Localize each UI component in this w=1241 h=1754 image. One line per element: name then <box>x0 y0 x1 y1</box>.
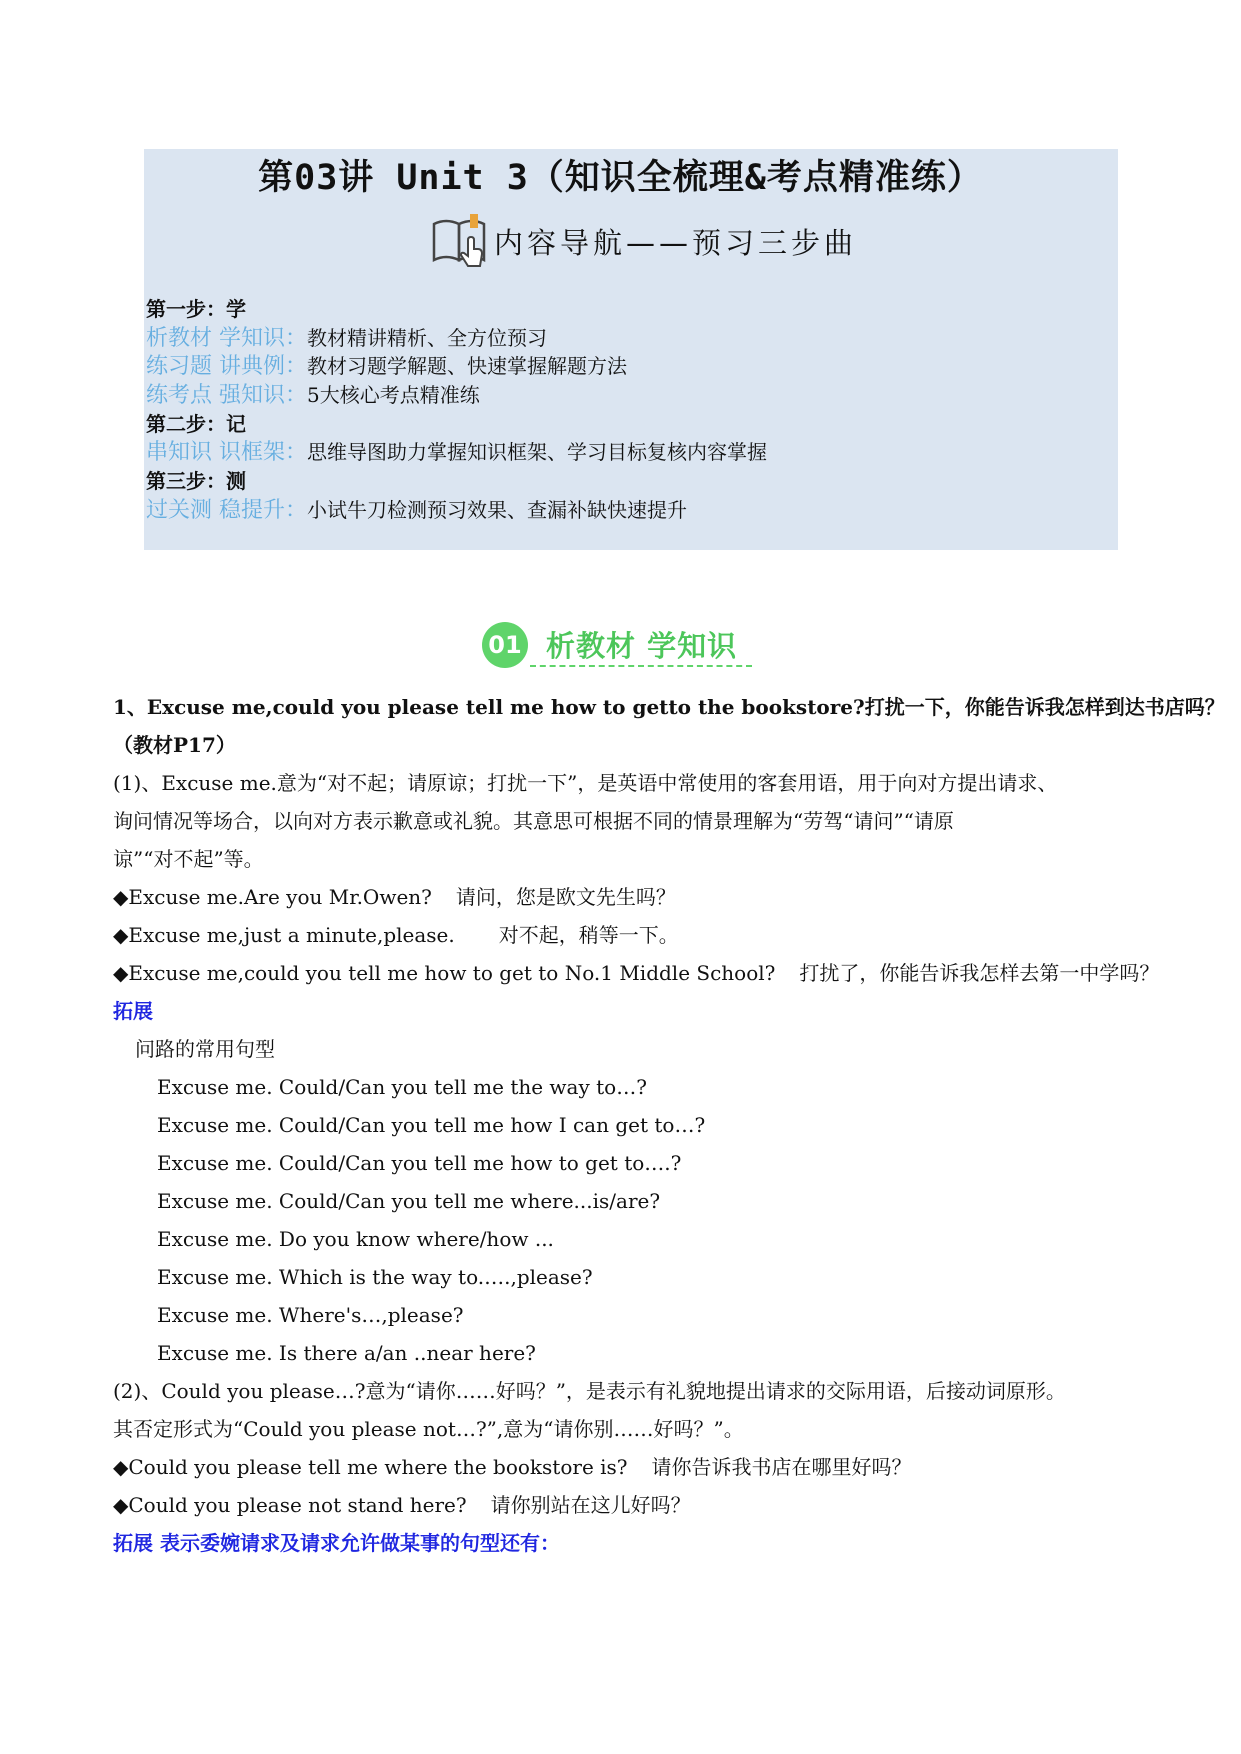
section-badge <box>478 618 758 674</box>
step-key: 练习题 讲典例： <box>146 354 307 380</box>
nav-title: 内容导航——预习三步曲 <box>494 225 858 260</box>
paragraph-line: (2)、Could you please…?意为“请你……好吗？”，是表示有礼貌地提出请求的交际用语，后接动词原形。 <box>113 1379 1066 1403</box>
step-item <box>146 352 1106 381</box>
point-heading: 1、Excuse me,could you please tell me how to getto the bookstore?打扰一下，你能告诉我怎样到达书店吗？ <box>113 695 1225 719</box>
example-zh: 请你告诉我书店在哪里好吗？ <box>651 1455 912 1479</box>
example-en: ◆Could you please not stand here? <box>113 1493 467 1517</box>
step-key: 串知识 识框架： <box>146 440 307 466</box>
extend-subtitle: 问路的常用句型 <box>135 1037 275 1061</box>
step-text: 5大核心考点精准练 <box>307 383 480 408</box>
step-text: 思维导图助力掌握知识框架、学习目标复核内容掌握 <box>307 440 767 465</box>
extend-label: 拓展 <box>113 999 153 1023</box>
example-en: ◆Excuse me,could you tell me how to get to No.1 Middle School? <box>113 961 776 985</box>
example-line <box>113 1448 1133 1486</box>
paragraph-line: 询问情况等场合，以向对方表示歉意或礼貌。其意思可根据不同的情景理解为“劳驾“请问”“请原 <box>113 809 954 833</box>
pattern-line: Excuse me. Could/Can you tell me where...is/are? <box>157 1189 661 1213</box>
pattern-line: Excuse me. Could/Can you tell me the way to…? <box>157 1075 647 1099</box>
pattern-line: Excuse me. Which is the way to.….,please? <box>157 1265 593 1289</box>
step-key: 练考点 强知识： <box>146 383 307 409</box>
pattern-line: Excuse me. Could/Can you tell me how to get to….? <box>157 1151 682 1175</box>
section-number: 01 <box>482 622 528 668</box>
example-line <box>113 954 1160 992</box>
main-content <box>113 688 1225 1562</box>
example-line <box>113 916 1133 954</box>
document-title: 第03讲 Unit 3（知识全梳理&考点精准练） <box>258 158 983 198</box>
book-pointer-icon <box>430 210 490 272</box>
paragraph-line: (1)、Excuse me.意为“对不起；请原谅；打扰一下”，是英语中常使用的客套用语，用于向对方提出请求、 <box>113 771 1058 795</box>
step-key: 析教材 学知识： <box>146 325 307 351</box>
step-2-heading: 第二步：记 <box>146 411 246 436</box>
pattern-line: Excuse me. Is there a/an ..near here? <box>157 1341 536 1365</box>
step-item <box>146 496 1106 525</box>
step-3-heading: 第三步：测 <box>146 469 246 494</box>
pattern-line: Excuse me. Where's…,please? <box>157 1303 464 1327</box>
steps-list <box>146 295 1106 525</box>
section-label: 析教材 学知识 <box>546 629 738 663</box>
step-text: 教材习题学解题、快速掌握解题方法 <box>307 354 627 379</box>
step-item <box>146 324 1106 353</box>
pattern-line: Excuse me. Could/Can you tell me how I can get to…? <box>157 1113 706 1137</box>
step-key: 过关测 稳提升： <box>146 497 307 523</box>
content-nav <box>430 210 857 272</box>
paragraph-line: 谅”“对不起”等。 <box>113 847 264 871</box>
step-item <box>146 438 1106 467</box>
section-underline <box>530 665 752 667</box>
example-zh: 请问，您是欧文先生吗？ <box>455 885 676 909</box>
paragraph-line: 其否定形式为“Could you please not…?”,意为“请你别……好吗？”。 <box>113 1417 744 1441</box>
point-heading-note: （教材P17） <box>113 733 236 757</box>
pattern-line: Excuse me. Do you know where/how ... <box>157 1227 554 1251</box>
example-en: ◆Excuse me,just a minute,please. <box>113 923 455 947</box>
example-line <box>113 1486 1133 1524</box>
example-en: ◆Could you please tell me where the bookstore is? <box>113 1455 628 1479</box>
step-text: 教材精讲精析、全方位预习 <box>307 325 547 350</box>
step-text: 小试牛刀检测预习效果、查漏补缺快速提升 <box>307 497 687 522</box>
step-item <box>146 381 1106 410</box>
example-en: ◆Excuse me.Are you Mr.Owen? <box>113 885 432 909</box>
example-zh: 请你别站在这儿好吗？ <box>490 1493 691 1517</box>
example-line <box>113 878 1133 916</box>
step-1-heading: 第一步：学 <box>146 297 246 321</box>
example-zh: 打扰了，你能告诉我怎样去第一中学吗？ <box>799 961 1160 985</box>
example-zh: 对不起，稍等一下。 <box>498 923 679 947</box>
extend-heading-2: 拓展 表示委婉请求及请求允许做某事的句型还有： <box>113 1531 560 1555</box>
